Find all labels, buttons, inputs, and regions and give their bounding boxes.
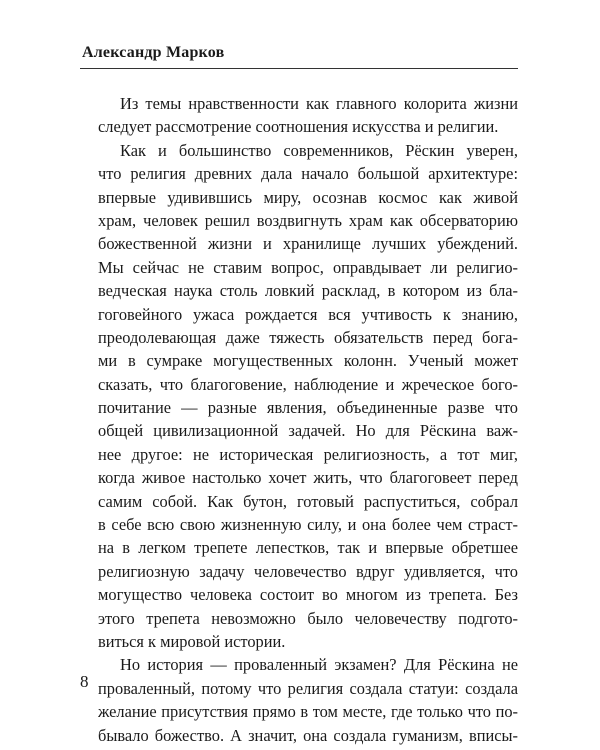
text-line: на в легком трепете лепестков, так и впервые обретшее [98,538,518,558]
text-line: когда живое настолько хочет жить, что благоговеет перед [98,468,518,488]
text-line: ведческая наука столь ловкий расклад, в котором из бла- [98,281,518,301]
text-line: Из темы нравственности как главного колорита жизни [120,94,518,113]
page-number: 8 [80,672,89,691]
text-line: виться к мировой истории. [98,631,286,651]
text-line: Но история — проваленный экзамен? Для Рёскина не [120,655,518,675]
text-line: впервые удивившись миру, осознав космос как живой [98,187,518,207]
text-line: общей цивилизационной задачей. Но для Рёскина важ- [98,421,518,441]
text-line: преодолевающая даже тяжесть обязательств перед бога- [98,327,518,347]
text-line: сказать, что благоговение, наблюдение и жреческое бого- [98,374,518,394]
text-line: храм, человек решил воздвигнуть храм как обсерваторию [98,210,518,230]
text-line: Как и большинство современников, Рёскин уверен, [120,140,518,160]
text-line: гоговейного ужаса рождается вся учтивость к знанию, [98,304,518,324]
text-line: Мы сейчас не ставим вопрос, оправдывает ли религио- [98,257,518,277]
text-line: следует рассмотрение соотношения искусства и религии. [98,117,499,137]
body-text [98,92,518,747]
text-line: могущество человека состоит во многом из трепета. Без [98,585,518,605]
text-line: проваленный, потому что религия создала статуи: создала [98,678,518,698]
running-head-author: Александр Марков [82,44,225,61]
text-line: почитание — разные явления, объединенные разве что [98,398,518,418]
text-line: религиозную задачу человечество вдруг удивляется, что [98,561,518,581]
text-line: желание присутствия прямо в том месте, где только что по- [98,702,518,722]
text-line: в себе всю свою жизненную силу, и она более чем страст- [98,515,518,535]
text-line: ми в сумраке могущественных колонн. Ученый может [98,351,518,371]
text-line: нее другое: не историческая религиозность, а тот миг, [98,444,518,464]
text-line: самим собой. Как бутон, готовый распуститься, собрал [98,491,518,511]
text-line: божественной жизни и хранилище лучших убеждений. [98,234,518,254]
text-line: бывало божество. А значит, она создала гуманизм, вписы- [98,725,518,745]
header-rule [80,68,518,69]
text-line: этого трепета невозможно было человечеству подгото- [98,608,518,628]
text-line: что религия древних дала начало большой архитектуре: [98,164,518,184]
